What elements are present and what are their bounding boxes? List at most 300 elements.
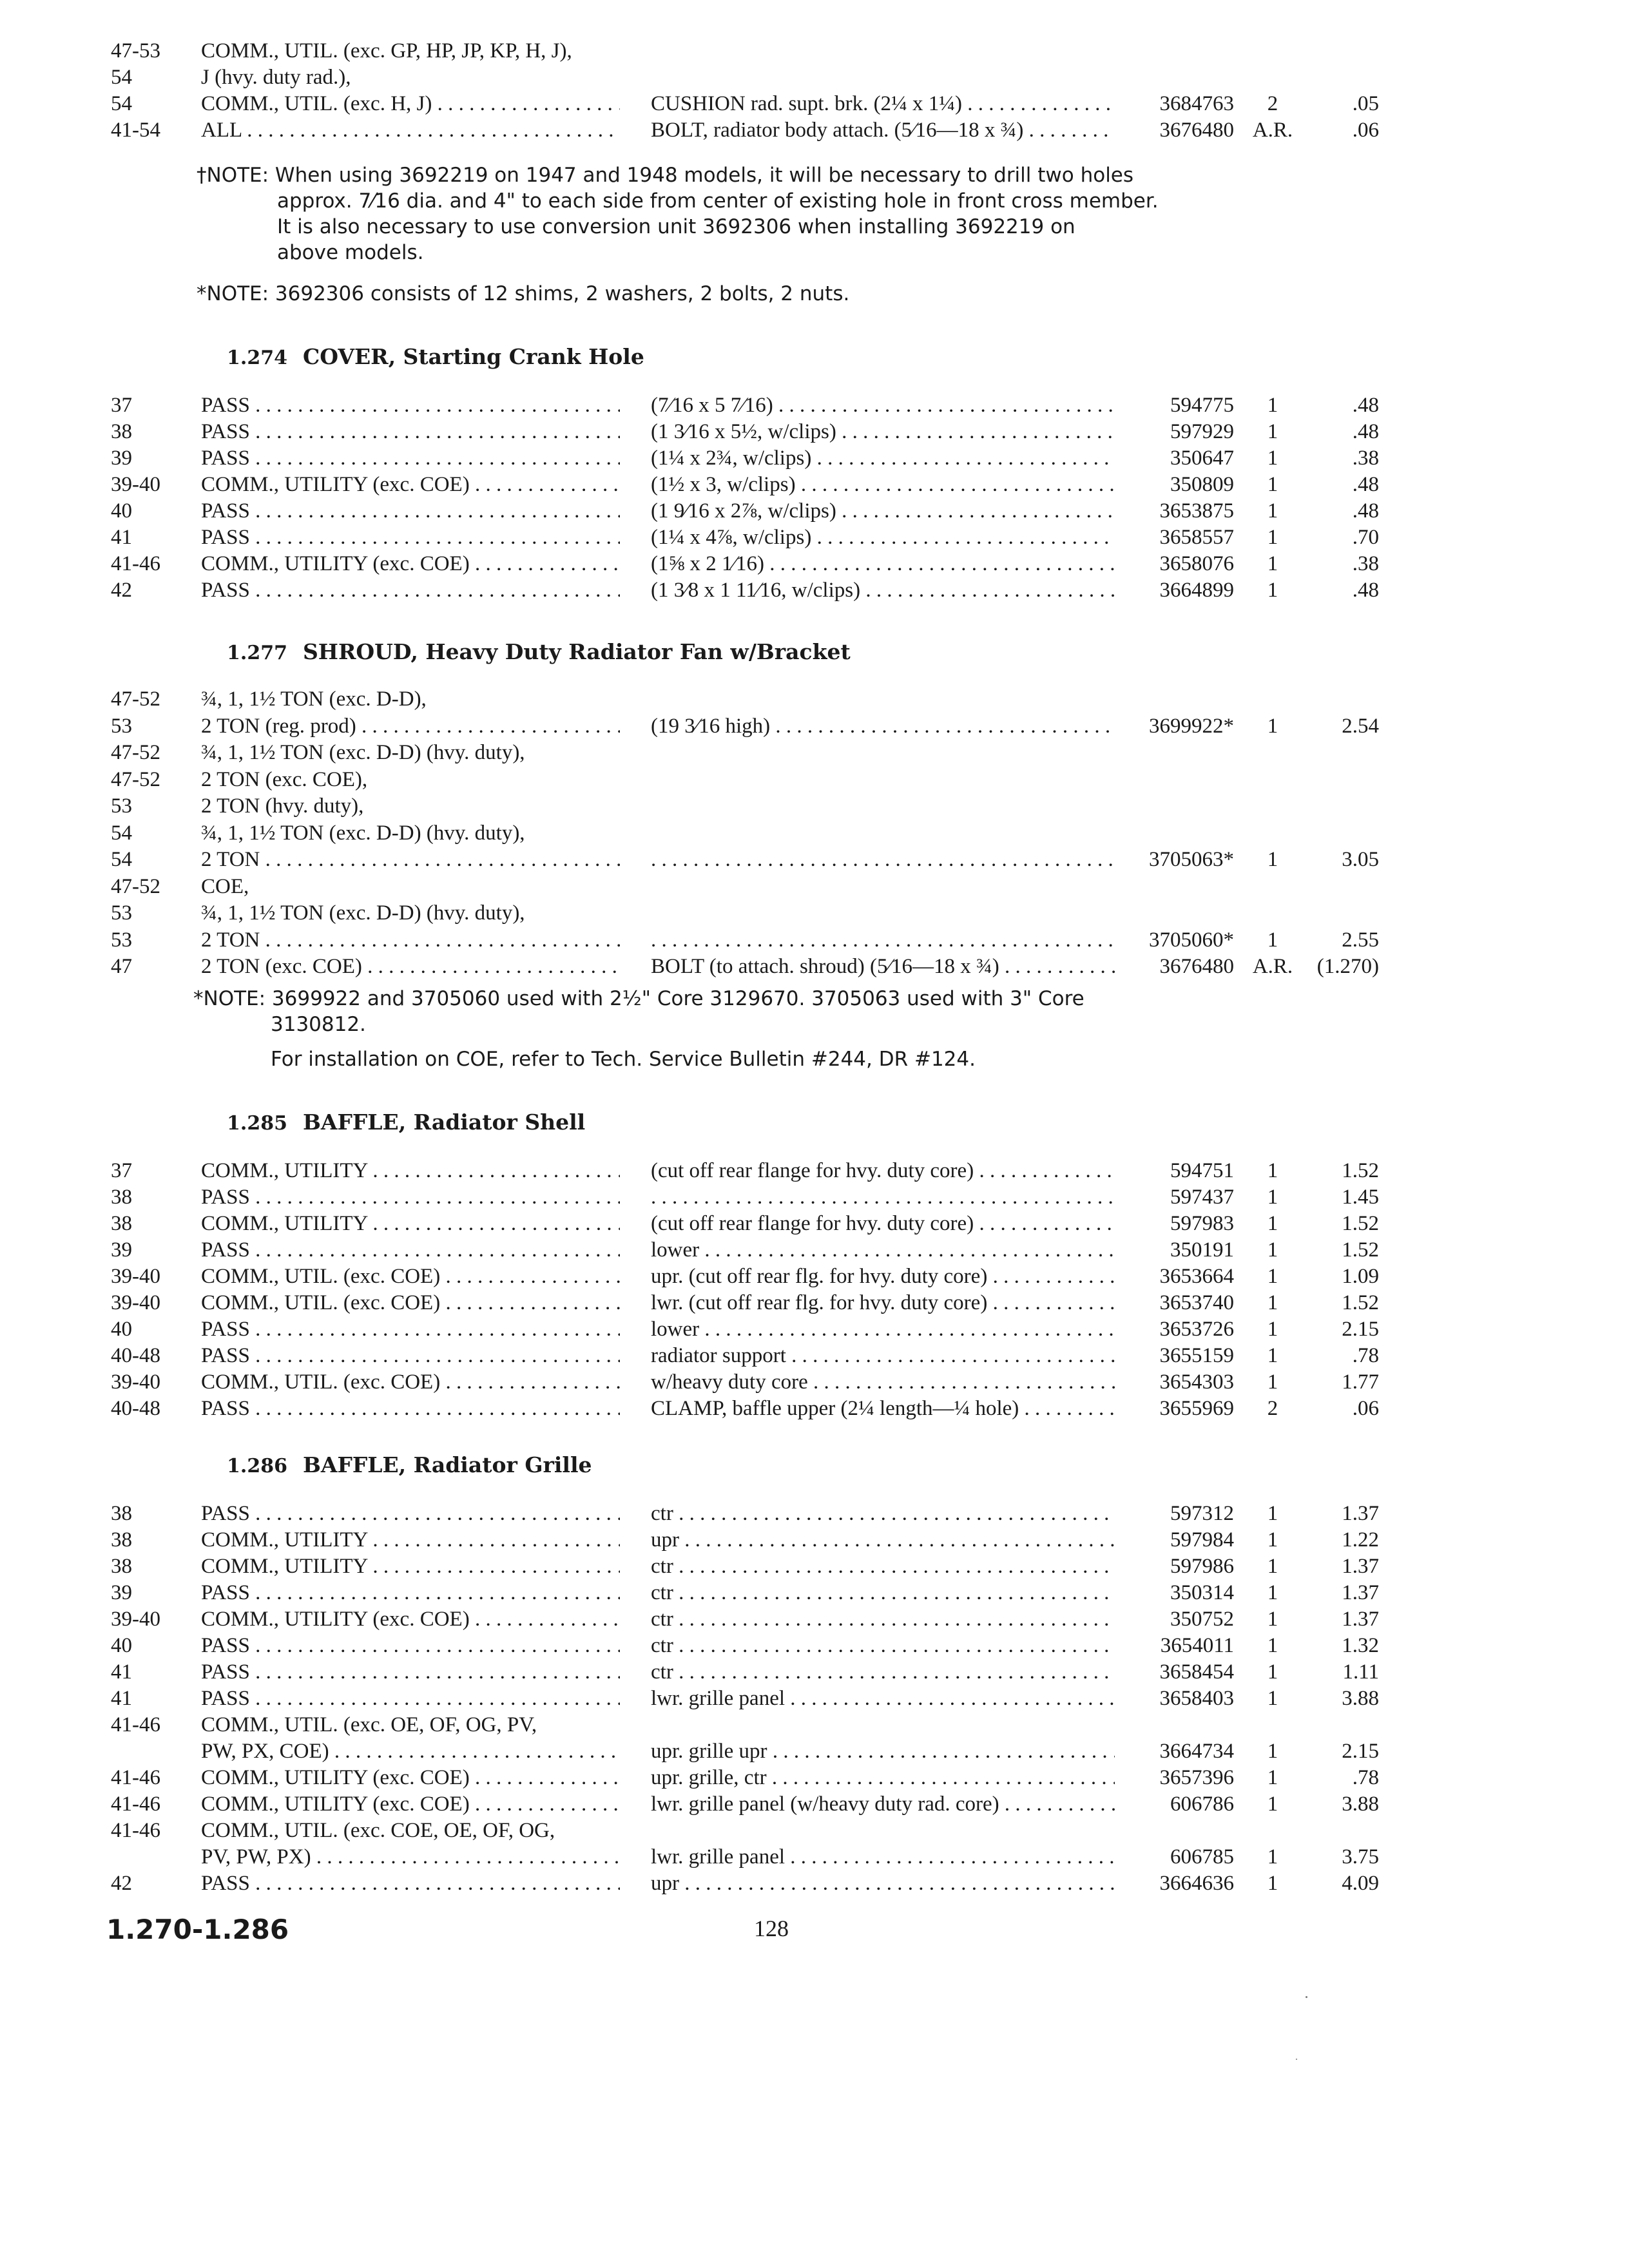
model-cell: ¾, 1, 1½ TON (exc. D-D) (hvy. duty), [201, 821, 525, 845]
part-number-cell: 597986 [1170, 1555, 1234, 1578]
year-cell: 42 [111, 579, 132, 602]
description-cell: (1¼ x 2¾, w/clips) . . . [651, 445, 1115, 472]
model-cell: PASS . . . [201, 1342, 620, 1369]
price-cell: 4.09 [1342, 1872, 1379, 1895]
year-cell: 53 [111, 714, 132, 738]
description-cell: (1 9⁄16 x 2⅞, w/clips) . . . [651, 497, 1115, 524]
year-cell: 40 [111, 499, 132, 523]
description-cell: (1 3⁄16 x 5½, w/clips) . . . [651, 418, 1115, 445]
year-cell: 39 [111, 1238, 132, 1262]
part-number-cell: 3658403 [1159, 1687, 1234, 1710]
section-number: 1.274 [227, 347, 287, 369]
year-cell: 40 [111, 1318, 132, 1341]
year-cell: 38 [111, 1502, 132, 1525]
section-number: 1.285 [227, 1112, 287, 1135]
table-row [0, 1184, 1629, 1211]
price-cell: .48 [1352, 394, 1379, 417]
part-number-cell: 350314 [1170, 1581, 1234, 1604]
model-cell: 2 TON . . . [201, 927, 620, 954]
description-cell: (19 3⁄16 high) . . . [651, 713, 1115, 740]
year-cell: 47-53 [111, 39, 160, 62]
part-number-cell: 3653740 [1159, 1291, 1234, 1314]
part-number-cell: 3653875 [1159, 499, 1234, 523]
section-number: 1.277 [227, 642, 287, 664]
description-cell: radiator support . . . [651, 1342, 1115, 1369]
year-cell: 47-52 [111, 767, 160, 791]
quantity-cell: 1 [1267, 1792, 1278, 1816]
year-cell: 39-40 [111, 1370, 160, 1394]
part-number-cell: 3653726 [1159, 1318, 1234, 1341]
table-row [0, 1500, 1629, 1527]
quantity-cell: 1 [1267, 1845, 1278, 1869]
model-cell: PASS . . . [201, 392, 620, 419]
model-cell: COMM., UTIL. (exc. H, J) . . . [201, 90, 620, 117]
note-line: It is also necessary to use conversion unit 3692306 when installing 3692219 on [277, 215, 1075, 238]
price-cell: 2.54 [1342, 714, 1379, 738]
part-number-cell: 597929 [1170, 420, 1234, 443]
description-cell: upr. (cut off rear flg. for hvy. duty core) . . . [651, 1263, 1115, 1290]
table-row [0, 117, 1629, 144]
part-number-cell: 597984 [1170, 1528, 1234, 1552]
year-cell: 38 [111, 1528, 132, 1552]
price-cell: 1.32 [1342, 1634, 1379, 1657]
model-cell: PASS . . . [201, 1184, 620, 1211]
price-cell: 1.11 [1342, 1660, 1379, 1684]
table-row [0, 1711, 1629, 1738]
year-cell: 41 [111, 1660, 132, 1684]
section-heading [227, 1451, 592, 1479]
description-cell: lower . . . [651, 1316, 1115, 1343]
quantity-cell: A.R. [1252, 955, 1293, 978]
quantity-cell: 2 [1267, 1397, 1278, 1420]
description-cell [651, 846, 1115, 873]
note-line: †NOTE: When using 3692219 on 1947 and 1948 models, it will be necessary to drill two holes [197, 164, 1134, 187]
quantity-cell: 1 [1267, 447, 1278, 470]
table-row [0, 1764, 1629, 1791]
year-cell: 39-40 [111, 1291, 160, 1314]
model-cell: PASS . . . [201, 445, 620, 472]
part-number-cell: 3676480 [1159, 119, 1234, 142]
note-line: For installation on COE, refer to Tech. Service Bulletin #244, DR #124. [271, 1048, 976, 1071]
model-cell: PASS . . . [201, 1500, 620, 1527]
table-row [0, 1553, 1629, 1580]
part-number-cell: 3655159 [1159, 1344, 1234, 1367]
price-cell: .48 [1352, 499, 1379, 523]
year-cell: 41-46 [111, 552, 160, 575]
description-cell: upr . . . [651, 1870, 1115, 1897]
model-cell: PV, PW, PX) . . . [201, 1843, 620, 1870]
quantity-cell: 1 [1267, 1265, 1278, 1288]
year-cell: 47 [111, 955, 132, 978]
model-cell: ¾, 1, 1½ TON (exc. D-D), [201, 687, 427, 711]
price-cell: 1.52 [1342, 1159, 1379, 1182]
table-row [0, 1579, 1629, 1606]
model-cell: 2 TON (reg. prod) . . . [201, 713, 620, 740]
description-cell: ctr . . . [651, 1606, 1115, 1633]
year-cell: 53 [111, 928, 132, 952]
part-number-cell: 3655969 [1159, 1397, 1234, 1420]
price-cell: 3.88 [1342, 1792, 1379, 1816]
quantity-cell: 1 [1267, 1660, 1278, 1684]
model-cell: COMM., UTILITY (exc. COE) . . . [201, 550, 620, 577]
table-row [0, 1843, 1629, 1870]
part-number-cell: 3658454 [1159, 1660, 1234, 1684]
price-cell: 1.52 [1342, 1212, 1379, 1235]
quantity-cell: 1 [1267, 1318, 1278, 1341]
model-cell: COMM., UTILITY . . . [201, 1157, 620, 1184]
note-line: above models. [277, 241, 424, 264]
note-line: *NOTE: 3699922 and 3705060 used with 2½" Core 3129670. 3705063 used with 3" Core [193, 987, 1084, 1010]
part-number-cell: 350809 [1170, 473, 1234, 496]
model-cell: PASS . . . [201, 1395, 620, 1422]
table-row [0, 1526, 1629, 1553]
model-cell: PASS . . . [201, 1236, 620, 1264]
table-row [0, 1395, 1629, 1422]
quantity-cell: 1 [1267, 499, 1278, 523]
section-title: BAFFLE, Radiator Shell [302, 1110, 586, 1135]
part-number-cell: 350752 [1170, 1608, 1234, 1631]
price-cell: 3.88 [1342, 1687, 1379, 1710]
table-row [0, 550, 1629, 577]
table-row [0, 899, 1629, 927]
model-cell: COMM., UTIL. (exc. COE) . . . [201, 1289, 620, 1316]
price-cell: 1.09 [1342, 1265, 1379, 1288]
year-cell: 41 [111, 526, 132, 549]
year-cell: 41-46 [111, 1792, 160, 1816]
description-cell [651, 1184, 1115, 1211]
price-cell: 1.37 [1342, 1581, 1379, 1604]
part-number-cell: 606786 [1170, 1792, 1234, 1816]
price-cell: 1.22 [1342, 1528, 1379, 1552]
part-number-cell: 3705060* [1149, 928, 1234, 952]
model-cell: PASS . . . [201, 497, 620, 524]
model-cell: COMM., UTIL. (exc. COE) . . . [201, 1369, 620, 1396]
description-cell: (1 3⁄8 x 1 11⁄16, w/clips) . . . [651, 577, 1115, 604]
model-cell: COMM., UTIL. (exc. GP, HP, JP, KP, H, J), [201, 39, 572, 62]
table-row [0, 846, 1629, 873]
description-cell: (cut off rear flange for hvy. duty core) . . . [651, 1210, 1115, 1237]
year-cell: 38 [111, 1186, 132, 1209]
quantity-cell: 1 [1267, 526, 1278, 549]
price-cell: .06 [1352, 1397, 1379, 1420]
part-number-cell: 3654303 [1159, 1370, 1234, 1394]
model-cell: PASS . . . [201, 1870, 620, 1897]
model-cell: COMM., UTILITY . . . [201, 1553, 620, 1580]
description-cell [651, 927, 1115, 954]
description-cell: upr. grille upr . . . [651, 1738, 1115, 1765]
description-cell: BOLT, radiator body attach. (5⁄16—18 x ¾) . . . [651, 117, 1115, 144]
part-number-cell: 597312 [1170, 1502, 1234, 1525]
price-cell: 1.37 [1342, 1555, 1379, 1578]
table-row [0, 524, 1629, 551]
price-cell: 1.52 [1342, 1238, 1379, 1262]
description-cell: w/heavy duty core . . . [651, 1369, 1115, 1396]
table-row [0, 445, 1629, 472]
quantity-cell: 1 [1267, 473, 1278, 496]
year-cell: 53 [111, 794, 132, 818]
table-row [0, 64, 1629, 91]
table-row [0, 820, 1629, 847]
description-cell: (1¼ x 4⅞, w/clips) . . . [651, 524, 1115, 551]
table-row [0, 1658, 1629, 1686]
table-row [0, 1606, 1629, 1633]
table-row [0, 1738, 1629, 1765]
part-number-cell: 594751 [1170, 1159, 1234, 1182]
description-cell: ctr . . . [651, 1553, 1115, 1580]
model-cell: 2 TON . . . [201, 846, 620, 873]
year-cell: 37 [111, 394, 132, 417]
price-cell: .38 [1352, 552, 1379, 575]
price-cell: .06 [1352, 119, 1379, 142]
model-cell: COMM., UTILITY (exc. COE) . . . [201, 1606, 620, 1633]
quantity-cell: 1 [1267, 1370, 1278, 1394]
model-cell: PASS . . . [201, 1658, 620, 1686]
model-cell: COMM., UTILITY . . . [201, 1210, 620, 1237]
model-cell: 2 TON (exc. COE) . . . [201, 953, 620, 980]
table-row [0, 1210, 1629, 1237]
year-cell: 54 [111, 66, 132, 89]
part-number-cell: 3664636 [1159, 1872, 1234, 1895]
model-cell: PASS . . . [201, 524, 620, 551]
table-row [0, 577, 1629, 604]
part-number-cell: 3654011 [1160, 1634, 1234, 1657]
quantity-cell: 1 [1267, 714, 1278, 738]
year-cell: 38 [111, 420, 132, 443]
quantity-cell: 1 [1267, 1687, 1278, 1710]
quantity-cell: 1 [1267, 1555, 1278, 1578]
year-cell: 41-46 [111, 1766, 160, 1789]
section-heading [227, 1108, 585, 1137]
table-row [0, 766, 1629, 793]
page-number: 128 [754, 1916, 789, 1941]
table-row [0, 392, 1629, 419]
section-title: SHROUD, Heavy Duty Radiator Fan w/Bracket [302, 639, 851, 664]
price-cell: .78 [1352, 1766, 1379, 1789]
model-cell: ALL . . . [201, 117, 620, 144]
note-line: *NOTE: 3692306 consists of 12 shims, 2 washers, 2 bolts, 2 nuts. [197, 282, 850, 305]
scan-speck [1296, 2059, 1297, 2060]
quantity-cell: 1 [1267, 1186, 1278, 1209]
model-cell: COMM., UTILITY (exc. COE) . . . [201, 471, 620, 498]
price-cell: 1.37 [1342, 1608, 1379, 1631]
quantity-cell: 1 [1267, 1212, 1278, 1235]
section-title: BAFFLE, Radiator Grille [302, 1452, 592, 1477]
table-row [0, 1791, 1629, 1818]
price-cell: 1.37 [1342, 1502, 1379, 1525]
description-cell: (1½ x 3, w/clips) . . . [651, 471, 1115, 498]
table-row [0, 471, 1629, 498]
part-number-cell: 350647 [1170, 447, 1234, 470]
price-cell: .48 [1352, 579, 1379, 602]
price-cell: .70 [1352, 526, 1379, 549]
year-cell: 39-40 [111, 1265, 160, 1288]
model-cell: COMM., UTIL. (exc. OE, OF, OG, PV, [201, 1713, 537, 1736]
description-cell: ctr . . . [651, 1658, 1115, 1686]
year-cell: 39 [111, 447, 132, 470]
year-cell: 41-46 [111, 1819, 160, 1842]
scan-speck [1306, 1996, 1307, 1998]
model-cell: J (hvy. duty rad.), [201, 66, 351, 89]
price-cell: 1.52 [1342, 1291, 1379, 1314]
table-row [0, 1263, 1629, 1290]
model-cell: 2 TON (hvy. duty), [201, 794, 364, 818]
quantity-cell: 1 [1267, 928, 1278, 952]
model-cell: PASS . . . [201, 1685, 620, 1712]
table-row [0, 418, 1629, 445]
year-cell: 40-48 [111, 1344, 160, 1367]
price-cell: .38 [1352, 447, 1379, 470]
table-row [0, 927, 1629, 954]
note-line: approx. 7⁄16 dia. and 4" to each side from center of existing hole in front cross member. [277, 189, 1159, 213]
price-cell: .78 [1352, 1344, 1379, 1367]
quantity-cell: 1 [1267, 1502, 1278, 1525]
year-cell: 41-54 [111, 119, 160, 142]
year-cell: 54 [111, 92, 132, 115]
part-number-cell: 3653664 [1159, 1265, 1234, 1288]
part-number-cell: 597437 [1170, 1186, 1234, 1209]
table-row [0, 1289, 1629, 1316]
part-number-cell: 3705063* [1149, 848, 1234, 871]
model-cell: COE, [201, 874, 249, 898]
model-cell: COMM., UTILITY (exc. COE) . . . [201, 1764, 620, 1791]
model-cell: COMM., UTILITY (exc. COE) . . . [201, 1791, 620, 1818]
table-row [0, 1316, 1629, 1343]
table-row [0, 1342, 1629, 1369]
model-cell: PASS . . . [201, 418, 620, 445]
quantity-cell: 1 [1267, 1344, 1278, 1367]
model-cell: PW, PX, COE) . . . [201, 1738, 620, 1765]
quantity-cell: 1 [1267, 394, 1278, 417]
part-number-cell: 594775 [1170, 394, 1234, 417]
price-cell: 3.75 [1342, 1845, 1379, 1869]
year-cell: 40 [111, 1634, 132, 1657]
table-row [0, 873, 1629, 900]
description-cell: upr . . . [651, 1526, 1115, 1553]
year-cell: 37 [111, 1159, 132, 1182]
part-number-cell: 3658076 [1159, 552, 1234, 575]
year-cell: 53 [111, 901, 132, 925]
year-cell: 47-52 [111, 874, 160, 898]
price-cell: .05 [1352, 92, 1379, 115]
price-cell: 1.45 [1342, 1186, 1379, 1209]
quantity-cell: 2 [1267, 92, 1278, 115]
table-row [0, 686, 1629, 713]
table-row [0, 1685, 1629, 1712]
part-number-cell: 597983 [1170, 1212, 1234, 1235]
description-cell: CUSHION rad. supt. brk. (2¼ x 1¼) . . . [651, 90, 1115, 117]
year-cell: 41 [111, 1687, 132, 1710]
model-cell: COMM., UTIL. (exc. COE) . . . [201, 1263, 620, 1290]
model-cell: COMM., UTILITY . . . [201, 1526, 620, 1553]
quantity-cell: 1 [1267, 1740, 1278, 1763]
description-cell: (1⅝ x 2 1⁄16) . . . [651, 550, 1115, 577]
part-number-cell: 3676480 [1159, 955, 1234, 978]
year-cell: 39-40 [111, 1608, 160, 1631]
section-heading [227, 638, 851, 666]
description-cell: lwr. grille panel (w/heavy duty rad. core) . . . [651, 1791, 1115, 1818]
page-range: 1.270-1.286 [106, 1914, 289, 1945]
quantity-cell: 1 [1267, 1766, 1278, 1789]
quantity-cell: 1 [1267, 552, 1278, 575]
model-cell: PASS . . . [201, 1579, 620, 1606]
quantity-cell: 1 [1267, 1291, 1278, 1314]
table-row [0, 793, 1629, 820]
part-number-cell: 3699922* [1149, 714, 1234, 738]
section-heading [227, 343, 644, 371]
quantity-cell: 1 [1267, 1528, 1278, 1552]
year-cell: 47-52 [111, 687, 160, 711]
year-cell: 38 [111, 1555, 132, 1578]
model-cell: PASS . . . [201, 577, 620, 604]
quantity-cell: 1 [1267, 1872, 1278, 1895]
table-row [0, 1157, 1629, 1184]
table-row [0, 37, 1629, 64]
description-cell: lower . . . [651, 1236, 1115, 1264]
table-row [0, 497, 1629, 524]
table-row [0, 713, 1629, 740]
note-line: 3130812. [271, 1013, 366, 1036]
quantity-cell: 1 [1267, 848, 1278, 871]
description-cell: (cut off rear flange for hvy. duty core) . . . [651, 1157, 1115, 1184]
part-number-cell: 3664734 [1159, 1740, 1234, 1763]
year-cell: 41-46 [111, 1713, 160, 1736]
price-cell: .48 [1352, 473, 1379, 496]
section-number: 1.286 [227, 1455, 287, 1477]
price-cell: 2.55 [1342, 928, 1379, 952]
part-number-cell: 3658557 [1159, 526, 1234, 549]
year-cell: 54 [111, 848, 132, 871]
year-cell: 38 [111, 1212, 132, 1235]
model-cell: PASS . . . [201, 1632, 620, 1659]
year-cell: 47-52 [111, 741, 160, 764]
price-cell: 2.15 [1342, 1740, 1379, 1763]
table-row [0, 90, 1629, 117]
part-number-cell: 3657396 [1159, 1766, 1234, 1789]
quantity-cell: 1 [1267, 1238, 1278, 1262]
price-cell: (1.270) [1316, 955, 1379, 978]
year-cell: 54 [111, 821, 132, 845]
description-cell: CLAMP, baffle upper (2¼ length—¼ hole) . . . [651, 1395, 1115, 1422]
quantity-cell: 1 [1267, 1159, 1278, 1182]
table-row [0, 953, 1629, 980]
model-cell: COMM., UTIL. (exc. COE, OE, OF, OG, [201, 1819, 555, 1842]
price-cell: 2.15 [1342, 1318, 1379, 1341]
model-cell: ¾, 1, 1½ TON (exc. D-D) (hvy. duty), [201, 741, 525, 764]
model-cell: 2 TON (exc. COE), [201, 767, 368, 791]
description-cell: ctr . . . [651, 1632, 1115, 1659]
quantity-cell: A.R. [1252, 119, 1293, 142]
quantity-cell: 1 [1267, 1581, 1278, 1604]
description-cell: upr. grille, ctr . . . [651, 1764, 1115, 1791]
table-row [0, 739, 1629, 766]
year-cell: 42 [111, 1872, 132, 1895]
part-number-cell: 3684763 [1159, 92, 1234, 115]
table-row [0, 1870, 1629, 1897]
quantity-cell: 1 [1267, 579, 1278, 602]
part-number-cell: 350191 [1170, 1238, 1234, 1262]
quantity-cell: 1 [1267, 1608, 1278, 1631]
table-row [0, 1632, 1629, 1659]
description-cell: ctr . . . [651, 1500, 1115, 1527]
description-cell: ctr . . . [651, 1579, 1115, 1606]
year-cell: 39-40 [111, 473, 160, 496]
table-row [0, 1236, 1629, 1264]
part-number-cell: 606785 [1170, 1845, 1234, 1869]
part-number-cell: 3664899 [1159, 579, 1234, 602]
description-cell: BOLT (to attach. shroud) (5⁄16—18 x ¾) . . . [651, 953, 1115, 980]
quantity-cell: 1 [1267, 420, 1278, 443]
section-title: COVER, Starting Crank Hole [302, 344, 644, 369]
